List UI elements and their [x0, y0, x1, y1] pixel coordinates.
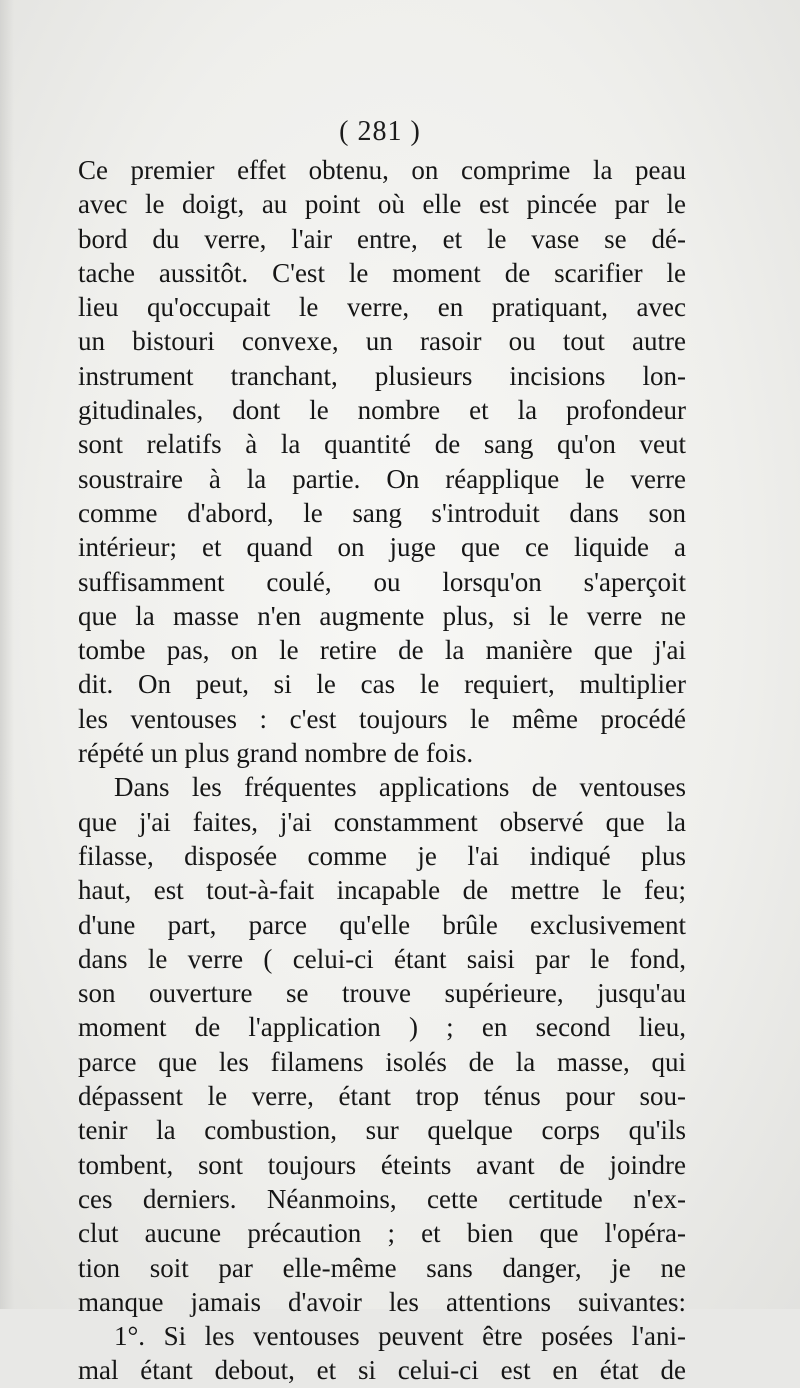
text-line: dit. On peut, si le cas le requiert, multiplier — [78, 669, 686, 700]
paragraph-last-line: répété un plus grand nombre de fois. — [78, 738, 474, 769]
text-line: dépassent le verre, étant trop ténus pour sou- — [78, 1081, 686, 1112]
text-line: intérieur; et quand on juge que ce liquide a — [78, 532, 686, 563]
text-line: les ventouses : c'est toujours le même procédé — [78, 703, 686, 734]
text-line: tenir la combustion, sur quelque corps qu'ils — [78, 1115, 686, 1146]
text-line: gitudinales, dont le nombre et la profondeur — [78, 395, 686, 426]
text-line: moment de l'application ) ; en second lieu, — [78, 1012, 686, 1043]
body-text — [78, 153, 686, 1388]
text-line: avec le doigt, au point où elle est pincée par le — [78, 189, 686, 220]
text-line: comme d'abord, le sang s'introduit dans son — [78, 497, 686, 528]
paragraph-first-line: 1°. Si les ventouses peuvent être posées l'ani- — [114, 1321, 686, 1352]
text-line: soustraire à la partie. On réapplique le verre — [78, 463, 686, 494]
text-line: que j'ai faites, j'ai constamment observé que la — [78, 806, 686, 837]
text-line: bord du verre, l'air entre, et le vase se dé- — [78, 223, 686, 254]
text-line: d'une part, parce qu'elle brûle exclusivement — [78, 909, 686, 940]
text-line: sont relatifs à la quantité de sang qu'on veut — [78, 429, 686, 460]
text-line: clut aucune précaution ; et bien que l'opéra- — [78, 1218, 686, 1249]
text-line: que la masse n'en augmente plus, si le verre ne — [78, 600, 686, 631]
text-line: instrument tranchant, plusieurs incisions lon- — [78, 360, 686, 391]
text-line: tombent, sont toujours éteints avant de joindre — [78, 1149, 686, 1180]
text-line: haut, est tout-à-fait incapable de mettre le feu; — [78, 875, 686, 906]
text-line: dans le verre ( celui-ci étant saisi par le fond, — [78, 943, 686, 974]
paragraph-first-line: Dans les fréquentes applications de ventouses — [114, 772, 686, 803]
text-line: un bistouri convexe, un rasoir ou tout autre — [78, 326, 686, 357]
text-line: son ouverture se trouve supérieure, jusqu'au — [78, 978, 686, 1009]
text-line: parce que les filamens isolés de la masse, qui — [78, 1046, 686, 1077]
page-edge-shadow — [0, 0, 14, 1309]
text-line: tombe pas, on le retire de la manière que j'ai — [78, 635, 686, 666]
text-line: tache aussitôt. C'est le moment de scarifier le — [78, 257, 686, 288]
text-line: lieu qu'occupait le verre, en pratiquant, avec — [78, 292, 686, 323]
text-line: Ce premier effet obtenu, on comprime la peau — [78, 155, 686, 185]
text-line: mal étant debout, et si celui-ci est en état de — [78, 1355, 686, 1386]
text-line: manque jamais d'avoir les attentions suivantes: — [78, 1286, 686, 1317]
text-line: tion soit par elle-même sans danger, je ne — [78, 1252, 686, 1283]
text-line: filasse, disposée comme je l'ai indiqué plus — [78, 840, 686, 871]
text-line: suffisamment coulé, ou lorsqu'on s'aperçoit — [78, 566, 686, 597]
page-number: ( 281 ) — [339, 116, 421, 147]
text-line: ces derniers. Néanmoins, cette certitude n'ex- — [78, 1183, 686, 1214]
